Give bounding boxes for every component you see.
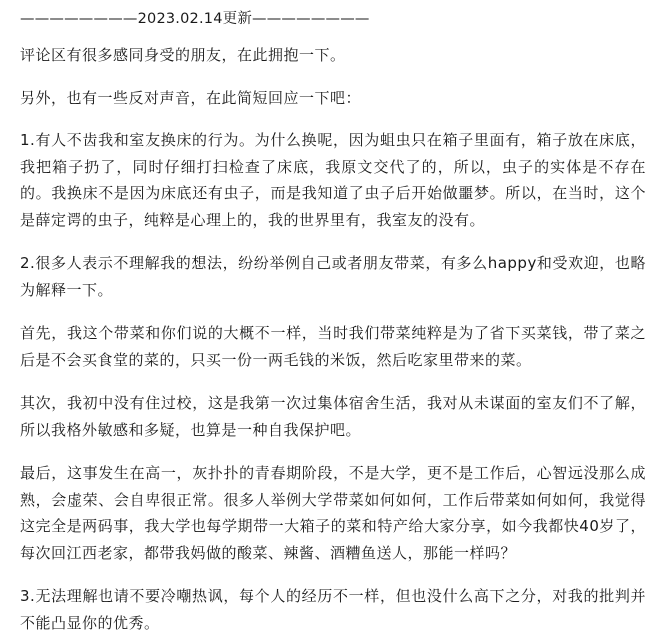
paragraph-point-3: 3.无法理解也请不要冷嘲热讽，每个人的经历不一样，但也没什么高下之分，对我的批判并不能凸显你的优秀。 (20, 587, 646, 632)
update-divider-line: ————————2023.02.14更新———————— (20, 11, 370, 27)
paragraph-point-1: 1.有人不齿我和室友换床的行为。为什么换呢，因为蛆虫只在箱子里面有，箱子放在床底，我把箱子扔了，同时仔细打扫检查了床底，我原文交代了的，所以，虫子的实体是不存在的。我换床不是因为床底还有虫子，而是我知道了虫子后开始做噩梦。所以，在当时，这个是薛定谔的虫子，纯粹是心理上的，我的世界里有，我室友的没有。 (20, 131, 646, 229)
paragraph-point-2: 2.很多人表示不理解我的想法，纷纷举例自己或者朋友带菜，有多么happy和受欢迎，也略为解释一下。 (20, 254, 646, 299)
paragraph-first: 首先，我这个带菜和你们说的大概不一样，当时我们带菜纯粹是为了省下买菜钱，带了菜之后是不会买食堂的菜的，只买一份一两毛钱的米饭，然后吃家里带来的菜。 (20, 324, 646, 369)
paragraph-intro-response: 另外，也有一些反对声音，在此简短回应一下吧： (20, 88, 362, 107)
paragraph-second: 其次，我初中没有住过校，这是我第一次过集体宿舍生活，我对从未谋面的室友们不了解，所以我格外敏感和多疑，也算是一种自我保护吧。 (20, 394, 646, 439)
paragraph-last: 最后，这事发生在高一，灰扑扑的青春期阶段，不是大学，更不是工作后，心智远没那么成熟，会虚荣、会自卑很正常。很多人举例大学带菜如何如何，工作后带菜如何如何，我觉得这完全是两码事，我大学也每学期带一大箱子的菜和特产给大家分享，如今我都快40岁了，每次回江西老家，都带我妈做的酸菜、辣酱、酒糟鱼送人，那能一样吗？ (20, 464, 646, 562)
paragraph-greeting: 评论区有很多感同身受的朋友，在此拥抱一下。 (20, 46, 346, 64)
